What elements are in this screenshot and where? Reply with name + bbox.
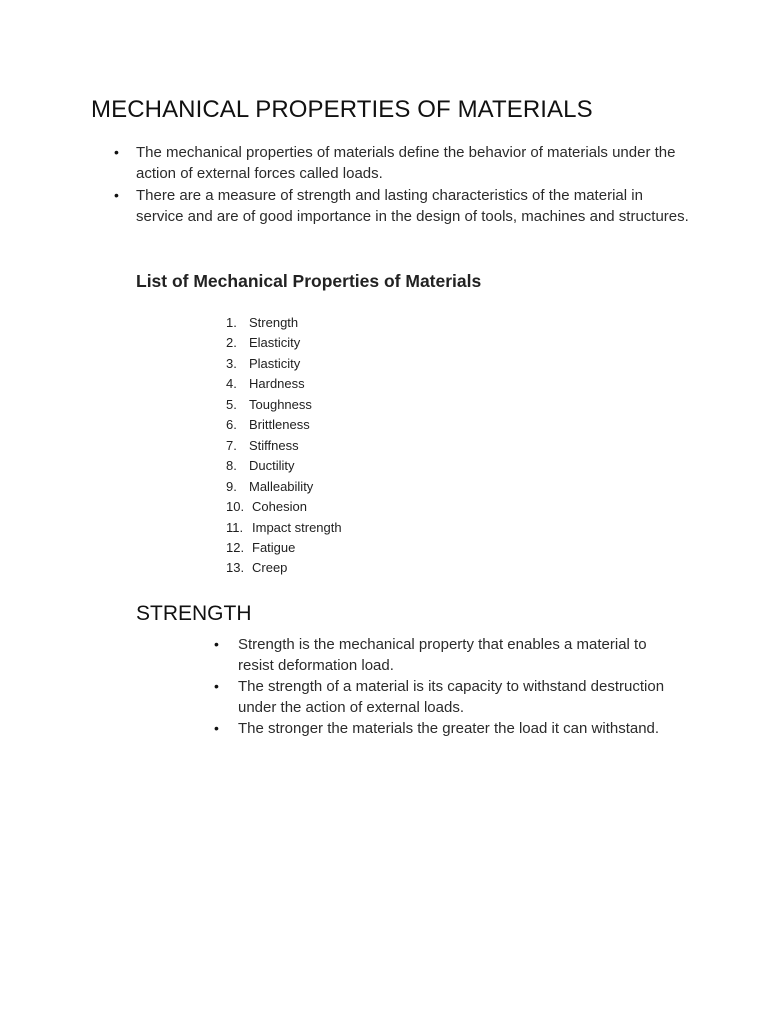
item-number: 4. [226,376,237,392]
item-number: 7. [226,437,237,453]
item-label: Brittleness [249,417,310,433]
item-number: 1. [226,315,237,330]
item-label: Creep [252,560,288,576]
item-number: 2. [226,335,237,351]
strength-bullet-text: The strength of a material is its capacity to withstand destruction under the action of external loads. [238,678,665,716]
list-item [226,558,342,578]
item-number: 6. [226,417,237,433]
strength-bullet-text: Strength is the mechanical property that enables a material to resist deformation load. [238,636,647,674]
item-label: Impact strength [252,519,342,535]
list-item [226,456,342,476]
list-item [226,538,342,558]
item-label: Hardness [249,376,305,392]
list-item [226,436,342,456]
list-item [226,497,342,517]
intro-bullet-item [114,142,694,184]
list-item [226,477,342,497]
strength-bullet-list [214,634,684,739]
strength-bullet-item [214,634,684,676]
strength-bullet-item [214,718,684,739]
intro-bullet-text: There are a measure of strength and lasting characteristics of the material in service and are of good importance in the design of tools, machines and structures. [136,187,689,225]
list-item [226,395,342,415]
list-item [226,415,342,435]
item-label: Malleability [249,478,314,494]
intro-bullet-text: The mechanical properties of materials define the behavior of materials under the action of external forces called loads. [136,144,676,182]
item-label: Fatigue [252,539,296,555]
strength-section-heading: STRENGTH [136,602,252,625]
bullet-icon: • [114,187,119,203]
list-item [226,518,342,538]
item-label: Strength [249,315,299,330]
list-item [226,313,342,333]
intro-bullet-item [114,185,694,227]
item-number: 10. [226,499,245,515]
bullet-icon: • [114,144,119,160]
strength-bullet-text: The stronger the materials the greater the load it can withstand. [238,720,660,737]
bullet-icon: • [214,720,219,736]
strength-bullet-item [214,676,684,718]
item-number: 12. [226,539,245,555]
item-label: Cohesion [252,499,307,515]
item-label: Ductility [249,458,295,474]
item-number: 13. [226,560,245,576]
document-title: MECHANICAL PROPERTIES OF MATERIALS [91,96,593,123]
item-label: Plasticity [249,355,301,371]
list-item [226,333,342,353]
item-number: 9. [226,478,237,494]
bullet-icon: • [214,636,219,652]
item-number: 8. [226,458,237,474]
properties-numbered-list [226,313,342,579]
item-label: Toughness [249,396,312,412]
list-item [226,354,342,374]
item-label: Stiffness [249,437,299,453]
item-number: 11. [226,519,244,535]
properties-list-heading: List of Mechanical Properties of Materials [136,271,482,291]
item-number: 5. [226,396,237,412]
intro-bullet-list [114,142,694,228]
bullet-icon: • [214,678,219,694]
item-number: 3. [226,355,237,371]
item-label: Elasticity [249,335,301,351]
list-item [226,374,342,394]
